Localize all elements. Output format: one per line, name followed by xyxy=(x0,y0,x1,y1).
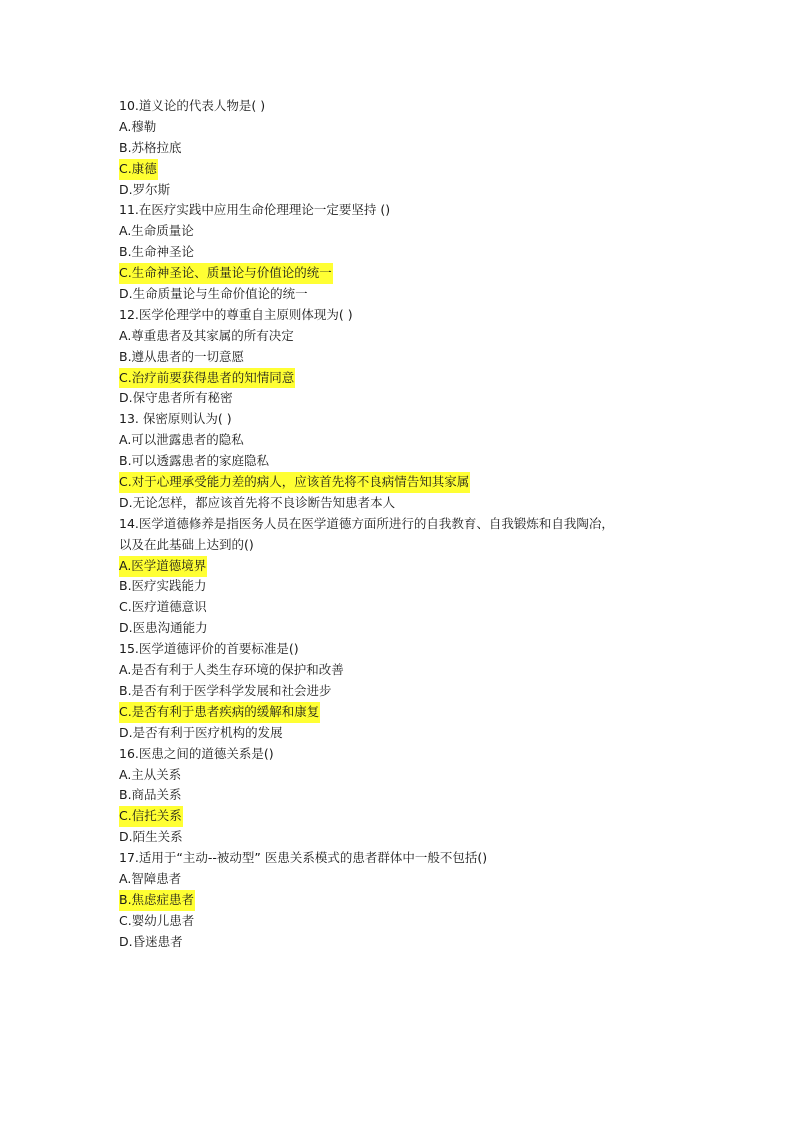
line-text: C.康德 xyxy=(119,159,158,180)
line-text: C.是否有利于患者疾病的缓解和康复 xyxy=(119,702,320,723)
document-body xyxy=(119,96,679,953)
line-text: C.治疗前要获得患者的知情同意 xyxy=(119,368,295,389)
line-text: D.昏迷患者 xyxy=(119,933,183,949)
answer-option-highlighted xyxy=(119,556,679,577)
question-text xyxy=(119,409,679,430)
answer-option xyxy=(119,535,679,556)
answer-option xyxy=(119,765,679,786)
line-text: C.医疗道德意识 xyxy=(119,599,207,615)
answer-option xyxy=(119,597,679,618)
line-text: B.是否有利于医学科学发展和社会进步 xyxy=(119,682,332,698)
line-text: C.生命神圣论、质量论与价值论的统一 xyxy=(119,263,333,284)
answer-option-highlighted xyxy=(119,806,679,827)
line-text: D.罗尔斯 xyxy=(119,181,171,197)
answer-option xyxy=(119,347,679,368)
answer-option xyxy=(119,221,679,242)
line-text: A.医学道德境界 xyxy=(119,556,207,577)
line-text: D.无论怎样，都应该首先将不良诊断告知患者本人 xyxy=(119,494,396,510)
answer-option xyxy=(119,284,679,305)
line-text: 14.医学道德修养是指医务人员在医学道德方面所进行的自我教育、自我锻炼和自我陶冶， xyxy=(119,515,614,531)
line-text: A.是否有利于人类生存环境的保护和改善 xyxy=(119,662,344,678)
answer-option xyxy=(119,618,679,639)
answer-option xyxy=(119,576,679,597)
line-text: A.穆勒 xyxy=(119,118,157,134)
answer-option xyxy=(119,242,679,263)
answer-option xyxy=(119,869,679,890)
question-text xyxy=(119,514,679,535)
line-text: C.信托关系 xyxy=(119,806,183,827)
line-text: A.生命质量论 xyxy=(119,223,194,239)
line-text: C.对于心理承受能力差的病人，应该首先将不良病情告知其家属 xyxy=(119,472,470,493)
line-text: D.生命质量论与生命价值论的统一 xyxy=(119,286,308,302)
answer-option xyxy=(119,932,679,953)
answer-option xyxy=(119,180,679,201)
line-text: 17.适用于“主动--被动型” 医患关系模式的患者群体中一般不包括() xyxy=(119,850,488,866)
answer-option xyxy=(119,681,679,702)
line-text: D.医患沟通能力 xyxy=(119,620,208,636)
line-text: B.可以透露患者的家庭隐私 xyxy=(119,453,270,469)
answer-option-highlighted xyxy=(119,263,679,284)
line-text: 16.医患之间的道德关系是() xyxy=(119,745,274,761)
line-text: 12.医学伦理学中的尊重自主原则体现为( ) xyxy=(119,306,353,322)
question-text xyxy=(119,200,679,221)
line-text: D.陌生关系 xyxy=(119,829,183,845)
answer-option-highlighted xyxy=(119,159,679,180)
line-text: C.婴幼儿患者 xyxy=(119,912,195,928)
question-text xyxy=(119,96,679,117)
line-text: 15.医学道德评价的首要标准是() xyxy=(119,641,299,657)
answer-option xyxy=(119,785,679,806)
line-text: A.智障患者 xyxy=(119,870,182,886)
line-text: B.商品关系 xyxy=(119,787,182,803)
line-text: A.主从关系 xyxy=(119,766,182,782)
line-text: 以及在此基础上达到的() xyxy=(119,536,254,552)
question-text xyxy=(119,305,679,326)
answer-option xyxy=(119,430,679,451)
question-text xyxy=(119,744,679,765)
line-text: B.苏格拉底 xyxy=(119,139,182,155)
line-text: A.尊重患者及其家属的所有决定 xyxy=(119,327,294,343)
answer-option xyxy=(119,911,679,932)
answer-option xyxy=(119,326,679,347)
answer-option xyxy=(119,723,679,744)
line-text: B.焦虑症患者 xyxy=(119,890,195,911)
question-text xyxy=(119,848,679,869)
answer-option-highlighted xyxy=(119,890,679,911)
line-text: B.遵从患者的一切意愿 xyxy=(119,348,245,364)
answer-option xyxy=(119,117,679,138)
answer-option xyxy=(119,493,679,514)
line-text: B.医疗实践能力 xyxy=(119,578,207,594)
line-text: 10.道义论的代表人物是( ) xyxy=(119,98,266,113)
question-text xyxy=(119,639,679,660)
answer-option xyxy=(119,138,679,159)
answer-option xyxy=(119,827,679,848)
line-text: A.可以泄露患者的隐私 xyxy=(119,432,244,448)
answer-option xyxy=(119,660,679,681)
line-text: 11.在医疗实践中应用生命伦理理论一定要坚持 () xyxy=(119,202,391,218)
line-text: D.是否有利于医疗机构的发展 xyxy=(119,724,283,740)
line-text: D.保守患者所有秘密 xyxy=(119,390,233,406)
answer-option-highlighted xyxy=(119,702,679,723)
answer-option xyxy=(119,451,679,472)
line-text: B.生命神圣论 xyxy=(119,244,195,260)
answer-option-highlighted xyxy=(119,472,679,493)
answer-option-highlighted xyxy=(119,368,679,389)
answer-option xyxy=(119,388,679,409)
line-text: 13. 保密原则认为( ) xyxy=(119,411,232,427)
